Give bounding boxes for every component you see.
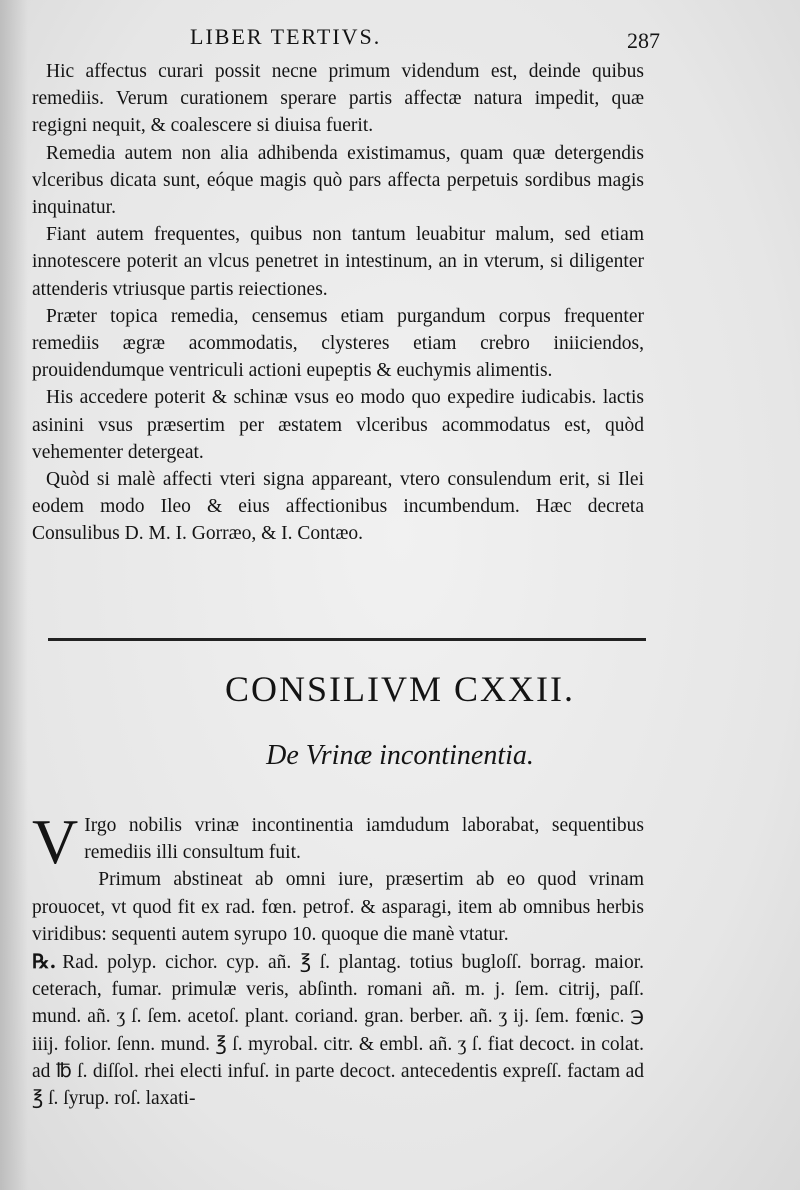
opening-text: Irgo nobilis vrinæ incontinentia iamdudum laborabat, sequentibus remediis illi consultum fuit. bbox=[84, 815, 644, 864]
page-number: 287 bbox=[627, 28, 660, 53]
paragraph: Quòd si malè affecti vteri signa appareant, vtero consulendum erit, si Ilei eodem modo Ileo & eius affectionibus incumbendum. Hæc decreta Consulibus D. M. I. Gorræo, & I. Contæo. bbox=[32, 469, 644, 545]
continuation-text bbox=[32, 58, 644, 548]
paragraph: Primum abstineat ab omni iure, præsertim ab eo quod vrinam prouocet, vt quod fit ex rad. fœn. petrof. & asparagi, item ab omnibus herbis viridibus: sequenti autem syrupo 10. quoque die manè vtatur. bbox=[32, 869, 644, 945]
section-title: CONSILIVM CXXII. bbox=[225, 669, 575, 709]
recipe-text: Rad. polyp. cichor. cyp. añ. ℥ ſ. plantag. totius bugloſſ. borrag. maior. ceterach, fumar. primulæ veris, abſinth. romani añ. m. j. ſem. citrij, paſſ. mund. añ. ʒ ſ. ſem. acetoſ. plant. coriand. gran. berber. añ. ʒ ij. ſem. fœnic. ℈ iiij. folior. ſenn. mund. ℥ ſ. myrobal. citr. & embl. añ. ʒ ſ. fiat decoct. in colat. ad ℔ ſ. diſſol. rhei electi infuſ. in parte decoct. antecedentis expreſſ. factam ad ℥ ſ. ſyrup. roſ. laxati- bbox=[32, 952, 644, 1110]
running-title: LIBER TERTIVS. bbox=[190, 24, 382, 49]
section-body bbox=[32, 806, 644, 1112]
drop-cap: V bbox=[32, 806, 79, 877]
gutter-shadow bbox=[0, 0, 28, 1190]
paragraph: His accedere poterit & schinæ vsus eo modo quo expedire iudicabis. lactis asinini vsus præsertim per æstatem vlceribus acommodatus est, quòd vehementer detergeat. bbox=[32, 387, 644, 463]
section-divider bbox=[48, 638, 646, 641]
opening-paragraph bbox=[32, 806, 644, 877]
recipe-paragraph bbox=[32, 948, 644, 1112]
section-subtitle: De Vrinæ incontinentia. bbox=[266, 740, 534, 771]
paragraph: Fiant autem frequentes, quibus non tantum leuabitur malum, sed etiam innotescere poterit an vlcus penetret in intestinum, an in vterum, si diligenter attenderis vtriusque partis reiectiones. bbox=[32, 224, 644, 300]
recipe-symbol: ℞. bbox=[32, 950, 57, 974]
paragraph: Hic affectus curari possit necne primum videndum est, deinde quibus remediis. Verum curationem sperare partis affectæ natura impedit, quæ regigni nequit, & coalescere si diuisa fuerit. bbox=[32, 61, 644, 137]
page-header bbox=[40, 22, 660, 52]
paragraph: Remedia autem non alia adhibenda existimamus, quam quæ detergendis vlceribus dicata sunt, eóque magis quò pars affecta perpetuis sordibus magis inquinatur. bbox=[32, 142, 644, 219]
paragraph: Præter topica remedia, censemus etiam purgandum corpus frequenter remediis ægræ acommodatis, clysteres etiam crebro iniiciendos, prouidendumque ventriculi actioni eupeptis & euchymis alimentis. bbox=[32, 305, 644, 382]
